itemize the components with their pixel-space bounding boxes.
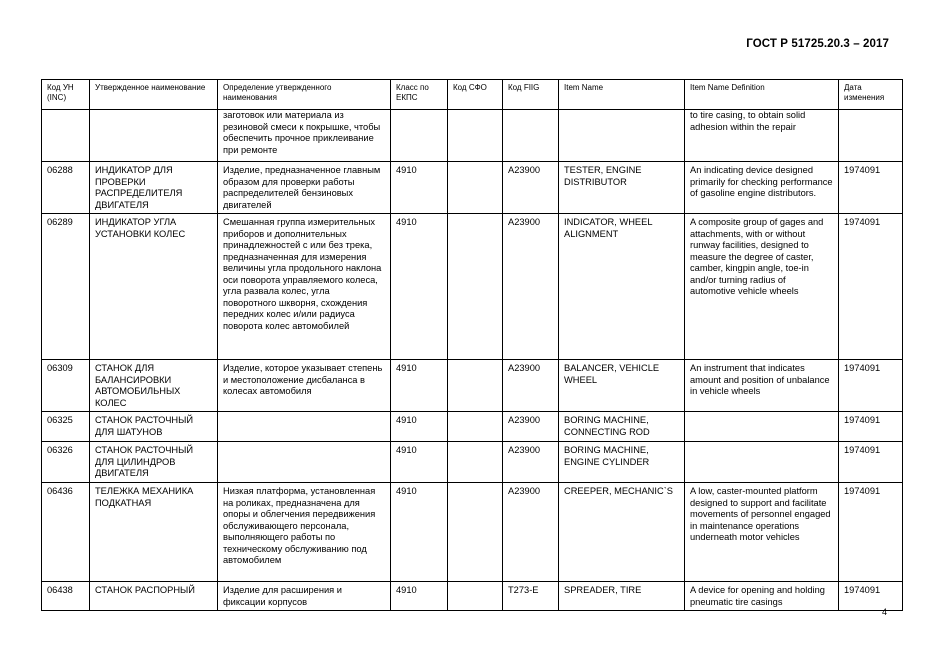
cell-date: 1974091: [839, 162, 903, 214]
cell-class: 4910: [391, 412, 448, 442]
cell-definition: Низкая платформа, установленная на роликах, предназначена для опоры и облегчения передвижения обслуживающего персонала, выполняющего работы по техническому обслуживанию под автомобилем: [218, 483, 391, 582]
classification-table: [41, 79, 903, 611]
cell-item-def: A low, caster-mounted platform designed to support and facilitate movements of personnel engaged in maintenance operations underneath motor vehicles: [685, 483, 839, 582]
col-header-class: Класс по ЕКПС: [391, 80, 448, 110]
cell-definition: Изделие, предназначенное главным образом для проверки работы распределителей бензиновых двигателей: [218, 162, 391, 214]
cell-name: [90, 110, 218, 162]
cell-class: 4910: [391, 582, 448, 611]
cell-definition: Изделие для расширения и фиксации корпусов: [218, 582, 391, 611]
cell-item-name: BORING MACHINE, CONNECTING ROD: [559, 412, 685, 442]
cell-item-def: An indicating device designed primarily for checking performance of gasoline engine distributors.: [685, 162, 839, 214]
table-row: [42, 442, 903, 483]
col-header-sfo: Код СФО: [448, 80, 503, 110]
cell-date: 1974091: [839, 412, 903, 442]
cell-sfo: [448, 582, 503, 611]
table-row: [42, 214, 903, 360]
cell-name: СТАНОК РАСТОЧНЫЙ ДЛЯ ШАТУНОВ: [90, 412, 218, 442]
document-code: ГОСТ Р 51725.20.3 – 2017: [746, 38, 889, 50]
cell-inc: 06326: [42, 442, 90, 483]
cell-inc: 06438: [42, 582, 90, 611]
cell-item-name: [559, 110, 685, 162]
col-header-date: Дата изменения: [839, 80, 903, 110]
table-row: [42, 483, 903, 582]
cell-name: ИНДИКАТОР УГЛА УСТАНОВКИ КОЛЕС: [90, 214, 218, 360]
cell-class: 4910: [391, 483, 448, 582]
cell-definition: заготовок или материала из резиновой смеси к покрышке, чтобы обеспечить прочное приклеивание при ремонте: [218, 110, 391, 162]
cell-inc: 06325: [42, 412, 90, 442]
cell-item-name: INDICATOR, WHEEL ALIGNMENT: [559, 214, 685, 360]
cell-date: [839, 110, 903, 162]
cell-item-def: [685, 412, 839, 442]
table-row: [42, 110, 903, 162]
table-row: [42, 162, 903, 214]
cell-sfo: [448, 162, 503, 214]
cell-item-name: CREEPER, MECHANIC`S: [559, 483, 685, 582]
cell-class: 4910: [391, 214, 448, 360]
cell-fiig: A23900: [503, 412, 559, 442]
table-header-row: [42, 80, 903, 110]
cell-item-name: TESTER, ENGINE DISTRIBUTOR: [559, 162, 685, 214]
cell-class: 4910: [391, 442, 448, 483]
cell-sfo: [448, 442, 503, 483]
col-header-definition: Определение утвержденного наименования: [218, 80, 391, 110]
cell-name: СТАНОК ДЛЯ БАЛАНСИРОВКИ АВТОМОБИЛЬНЫХ КОЛЕС: [90, 360, 218, 412]
cell-date: 1974091: [839, 214, 903, 360]
cell-sfo: [448, 360, 503, 412]
cell-inc: 06289: [42, 214, 90, 360]
cell-sfo: [448, 110, 503, 162]
cell-item-def: A composite group of gages and attachments, with or without runway facilities, designed to measure the degree of caster, camber, kingpin angle, toe-in and/or turning radius of automotive vehicle wheels: [685, 214, 839, 360]
cell-definition: [218, 412, 391, 442]
cell-item-name: BORING MACHINE, ENGINE CYLINDER: [559, 442, 685, 483]
cell-definition: Изделие, которое указывает степень и местоположение дисбаланса в колесах автомобиля: [218, 360, 391, 412]
cell-date: 1974091: [839, 360, 903, 412]
cell-item-def: An instrument that indicates amount and position of unbalance in vehicle wheels: [685, 360, 839, 412]
col-header-inc: Код УН (INC): [42, 80, 90, 110]
cell-inc: 06309: [42, 360, 90, 412]
page-number: 4: [881, 607, 887, 617]
cell-class: 4910: [391, 360, 448, 412]
cell-sfo: [448, 214, 503, 360]
cell-class: [391, 110, 448, 162]
cell-fiig: A23900: [503, 442, 559, 483]
cell-fiig: A23900: [503, 162, 559, 214]
col-header-item-def: Item Name Definition: [685, 80, 839, 110]
cell-item-def: to tire casing, to obtain solid adhesion within the repair: [685, 110, 839, 162]
cell-inc: [42, 110, 90, 162]
cell-name: СТАНОК РАСТОЧНЫЙ ДЛЯ ЦИЛИНДРОВ ДВИГАТЕЛЯ: [90, 442, 218, 483]
cell-name: ТЕЛЕЖКА МЕХАНИКА ПОДКАТНАЯ: [90, 483, 218, 582]
cell-sfo: [448, 483, 503, 582]
cell-name: СТАНОК РАСПОРНЫЙ: [90, 582, 218, 611]
cell-fiig: [503, 110, 559, 162]
col-header-item-name: Item Name: [559, 80, 685, 110]
cell-date: 1974091: [839, 442, 903, 483]
table-row: [42, 582, 903, 611]
cell-date: 1974091: [839, 582, 903, 611]
cell-fiig: A23900: [503, 360, 559, 412]
cell-inc: 06288: [42, 162, 90, 214]
table-row: [42, 360, 903, 412]
col-header-fiig: Код FIIG: [503, 80, 559, 110]
cell-item-def: [685, 442, 839, 483]
cell-item-name: SPREADER, TIRE: [559, 582, 685, 611]
cell-sfo: [448, 412, 503, 442]
cell-name: ИНДИКАТОР ДЛЯ ПРОВЕРКИ РАСПРЕДЕЛИТЕЛЯ ДВИГАТЕЛЯ: [90, 162, 218, 214]
cell-date: 1974091: [839, 483, 903, 582]
cell-item-def: A device for opening and holding pneumatic tire casings: [685, 582, 839, 611]
cell-definition: Смешанная группа измерительных приборов и дополнительных принадлежностей с или без трека, предназначенная для измерения величины угла продольного наклона оси поворота управляемого колеса, угла развала колес, угла поворотного шкворня, схождения передних колес и/или радиуса поворота колес автомобилей: [218, 214, 391, 360]
cell-inc: 06436: [42, 483, 90, 582]
cell-item-name: BALANCER, VEHICLE WHEEL: [559, 360, 685, 412]
cell-fiig: A23900: [503, 214, 559, 360]
col-header-name: Утвержденное наименование: [90, 80, 218, 110]
cell-fiig: T273-E: [503, 582, 559, 611]
cell-fiig: A23900: [503, 483, 559, 582]
cell-class: 4910: [391, 162, 448, 214]
table-row: [42, 412, 903, 442]
cell-definition: [218, 442, 391, 483]
